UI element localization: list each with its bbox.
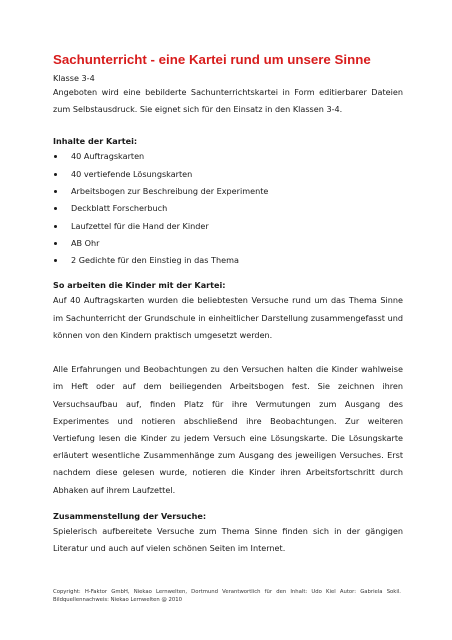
list-item: 40 Auftragskarten: [53, 148, 403, 165]
list-item: Deckblatt Forscherbuch: [53, 200, 403, 217]
grade-level: Klasse 3-4: [53, 73, 95, 83]
contents-list: [53, 148, 403, 269]
copyright-footer: Copyright: H-Faktor GmbH, Niekao Lernwelten, Dortmund Verantwortlich für den Inhalt: Udo Kiel Autor: Gabriela Sokil. Bildquellennachweis: Niekao Lernwelten @ 2010: [53, 589, 401, 603]
intro-paragraph: Angeboten wird eine bebilderte Sachunterrichtskartei in Form editierbarer Dateien zum Selbstausdruck. Sie eignet sich für den Einsatz in den Klassen 3-4.: [53, 87, 403, 115]
list-item: Arbeitsbogen zur Beschreibung der Experimente: [53, 183, 403, 200]
document-title: Sachunterricht - eine Kartei rund um unsere Sinne: [53, 52, 371, 67]
list-item: 40 vertiefende Lösungskarten: [53, 166, 403, 183]
document-body: [53, 52, 403, 557]
contents-heading: Inhalte der Kartei:: [53, 136, 138, 147]
work-heading: So arbeiten die Kinder mit der Kartei:: [53, 280, 226, 291]
work-paragraph-1: Auf 40 Auftragskarten wurden die beliebtesten Versuche rund um das Thema Sinne im Sachunterricht der Grundschule in einheitlicher Darstellung zusammengefasst und können von den Kindern praktisch umgesetzt werden.: [53, 295, 403, 340]
compilation-paragraph: Spielerisch aufbereitete Versuche zum Thema Sinne finden sich in der gängigen Literatur und auch auf vielen schönen Seiten im Internet.: [53, 525, 403, 553]
work-paragraph-2: Alle Erfahrungen und Beobachtungen zu den Versuchen halten die Kinder wahlweise im Heft oder auf dem beiliegenden Arbeitsbogen fest. Sie zeichnen ihren Versuchsaufbau auf, finden Platz für ihre Vermutungen zum Ausgang des Experimentes und notieren abschließend ihre Beobachtungen. Zur weiteren Vertiefung lesen die Kinder zu jedem Versuch eine Lösungskarte. Die Lösungskarte erläutert wesentliche Zusammenhänge zum Ausgang des jeweiligen Versuches. Erst nachdem diese gelesen wurde, notieren die Kinder ihren Arbeitsfortschritt durch Abhaken auf ihrem Laufzettel.: [53, 364, 403, 495]
list-item: Laufzettel für die Hand der Kinder: [53, 218, 403, 235]
list-item: AB Ohr: [53, 235, 403, 252]
compilation-heading: Zusammenstellung der Versuche:: [53, 510, 207, 521]
list-item: 2 Gedichte für den Einstieg in das Thema: [53, 252, 403, 269]
